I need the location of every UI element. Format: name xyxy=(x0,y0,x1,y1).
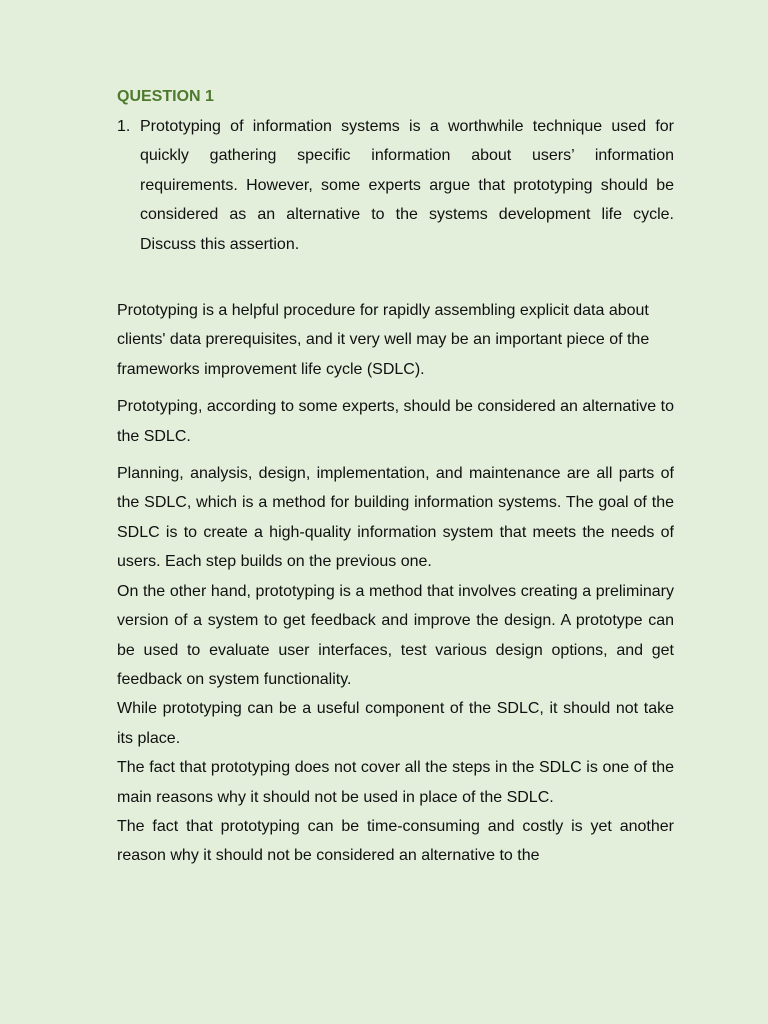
answer-paragraph-3: Planning, analysis, design, implementation, and maintenance are all parts of the SDLC, which is a method for building information systems. The goal of the SDLC is to create a high-quality information system that meets the needs of users. Each step builds on the previous one. xyxy=(117,465,674,571)
question-item xyxy=(117,112,674,259)
question-text: Prototyping of information systems is a worthwhile technique used for quickly gathering specific information about users’ information requirements. However, some experts argue that prototyping should be considered as an alternative to the systems development life cycle. Discuss this assertion. xyxy=(140,118,674,253)
answer-paragraph-5: While prototyping can be a useful component of the SDLC, it should not take its place. xyxy=(117,700,674,747)
document-page xyxy=(117,84,674,871)
answer-paragraph-6: The fact that prototyping does not cover all the steps in the SDLC is one of the main reasons why it should not be used in place of the SDLC. xyxy=(117,759,674,806)
answer-paragraph-2: Prototyping, according to some experts, should be considered an alternative to the SDLC. xyxy=(117,398,674,445)
answer-paragraph-7: The fact that prototyping can be time-consuming and costly is yet another reason why it should not be considered an alternative to the xyxy=(117,817,674,865)
answer-paragraph-1: Prototyping is a helpful procedure for rapidly assembling explicit data about clients' data prerequisites, and it very well may be an important piece of the frameworks improvement life cycle (SDLC). xyxy=(117,302,650,378)
question-number: 1. xyxy=(117,118,131,135)
answer-body xyxy=(117,296,674,871)
question-heading: QUESTION 1 xyxy=(117,88,214,105)
answer-paragraph-4: On the other hand, prototyping is a method that involves creating a preliminary version of a system to get feedback and improve the design. A prototype can be used to evaluate user interfaces, test various design options, and get feedback on system functionality. xyxy=(117,582,674,688)
